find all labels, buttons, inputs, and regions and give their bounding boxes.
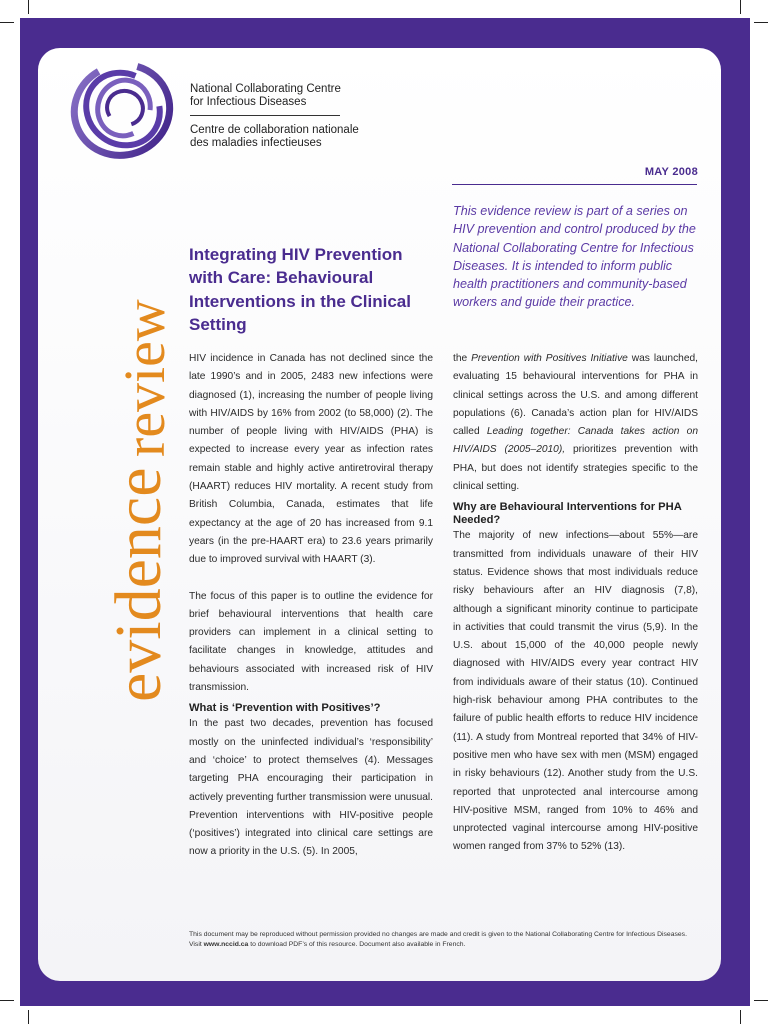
article-title: Integrating HIV Prevention with Care: Behavioural Interventions in the Clinical Setting xyxy=(189,245,411,335)
org-divider xyxy=(190,115,340,116)
text-run: the xyxy=(453,353,472,364)
evidence-review-wordmark xyxy=(60,192,177,712)
text-run: was launched, evaluating 15 behavioural interventions for PHA in clinical settings across the U.S. and among different populations (6). Canada’s action plan for HIV/AIDS called xyxy=(453,353,698,438)
crop-mark xyxy=(740,0,741,14)
section-heading: What is ‘Prevention with Positives’? xyxy=(189,702,381,715)
nccid-logo-icon xyxy=(68,56,176,164)
body-column-left xyxy=(189,350,433,862)
body-column-right xyxy=(453,350,698,857)
initiative-name: Prevention with Positives Initiative xyxy=(471,353,628,364)
crop-mark xyxy=(754,22,768,23)
crop-mark xyxy=(28,1010,29,1024)
section-heading: Why are Behavioural Interventions for PHA Needed? xyxy=(453,501,682,527)
paragraph: In the past two decades, prevention has focused mostly on the uninfected individual’s ‘responsibility’ and ‘choice’ to protect themselves (4). Messages targeting PHA encouraging their participation in actively preventing further transmission were unusual. Prevention interventions with HIV-positive people (‘positives’) integrated into clinical care settings are now a priority in the U.S. (5). In 2005, xyxy=(189,718,433,858)
footer-note xyxy=(189,930,689,950)
footer-link[interactable]: www.nccid.ca xyxy=(203,941,249,948)
paragraph: The majority of new infections—about 55%—are transmitted from individuals unaware of their HIV status. Evidence shows that most individuals reduce risky behaviours after an HIV diagnosis (7,8), although a significant minority continue to participate in activities that could transmit the virus (5,9). In the U.S. about 15,000 of the 40,000 people newly diagnosed with HIV/AIDS every year contract HIV from individuals aware of their status (10). Continued high-risk behaviour among PHA contributes to the failure of public health efforts to reduce HIV incidence (11). A study from Montreal reported that 34% of HIV-positive men who have sex with men (MSM) engaged in risky behaviours (12). Another study from the U.S. reported that unprotected anal intercourse among HIV-positive MSM, ranged from 10% to 46% and unprotected vaginal intercourse among HIV-positive women ranged from 37% to 52% (13). xyxy=(453,530,698,853)
text-run: prioritizes prevention with PHA, but does not identify strategies specific to the clinical setting. xyxy=(453,444,698,493)
org-en-line1: National Collaborating Centre xyxy=(190,83,341,95)
crop-mark xyxy=(740,1010,741,1024)
crop-mark xyxy=(754,1000,768,1001)
paragraph: HIV incidence in Canada has not declined since the late 1990’s and in 2005, 2483 new infections were diagnosed (1), increasing the number of people living with HIV/AIDS by 16% from 2002 (to 58,000) (2). The number of people living with HIV/AIDS (PHA) is expected to increase every year as infection rates remain stable and highly active antiretroviral therapy (HAART) reduces HIV mortality. A recent study from British Columbia, Canada, estimates that life expectancy at the age of 20 has increased from 9.1 years (in the pre-HAART era) to 23.6 years primarily due to improved survival with HAART (3). xyxy=(189,353,433,566)
paragraph: The focus of this paper is to outline the evidence for brief behavioural interventions that health care providers can implement in a clinical setting to facilitate changes in knowledge, attitudes and behaviours associated with increased risk of HIV transmission. xyxy=(189,590,433,694)
crop-mark xyxy=(0,1000,14,1001)
org-name-english xyxy=(190,83,341,109)
org-fr-line1: Centre de collaboration nationale xyxy=(190,124,359,136)
publication-date: MAY 2008 xyxy=(644,166,698,178)
org-fr-line2: des maladies infectieuses xyxy=(190,137,322,149)
wordmark-review: review xyxy=(112,299,177,457)
crop-mark xyxy=(28,0,29,14)
org-name-french xyxy=(190,124,359,150)
crop-mark xyxy=(0,22,14,23)
footer-text: This document may be reproduced without permission provided no changes are made and credit is given to the National Collaborating Centre for Infectious Diseases. Visit xyxy=(189,931,687,948)
footer-text: to download PDF’s of this resource. Document also available in French. xyxy=(248,941,466,948)
date-divider xyxy=(452,184,697,185)
intro-blurb: This evidence review is part of a series on HIV prevention and control produced by the National Collaborating Centre for Infectious Diseases. It is intended to inform public health practitioners and community-based workers and guide their practice. xyxy=(453,204,696,310)
plan-name: Leading together: Canada takes action on HIV/AIDS (2005–2010), xyxy=(453,426,698,456)
wordmark-evidence: evidence xyxy=(102,467,175,702)
org-en-line2: for Infectious Diseases xyxy=(190,96,307,108)
paragraph xyxy=(453,350,698,496)
